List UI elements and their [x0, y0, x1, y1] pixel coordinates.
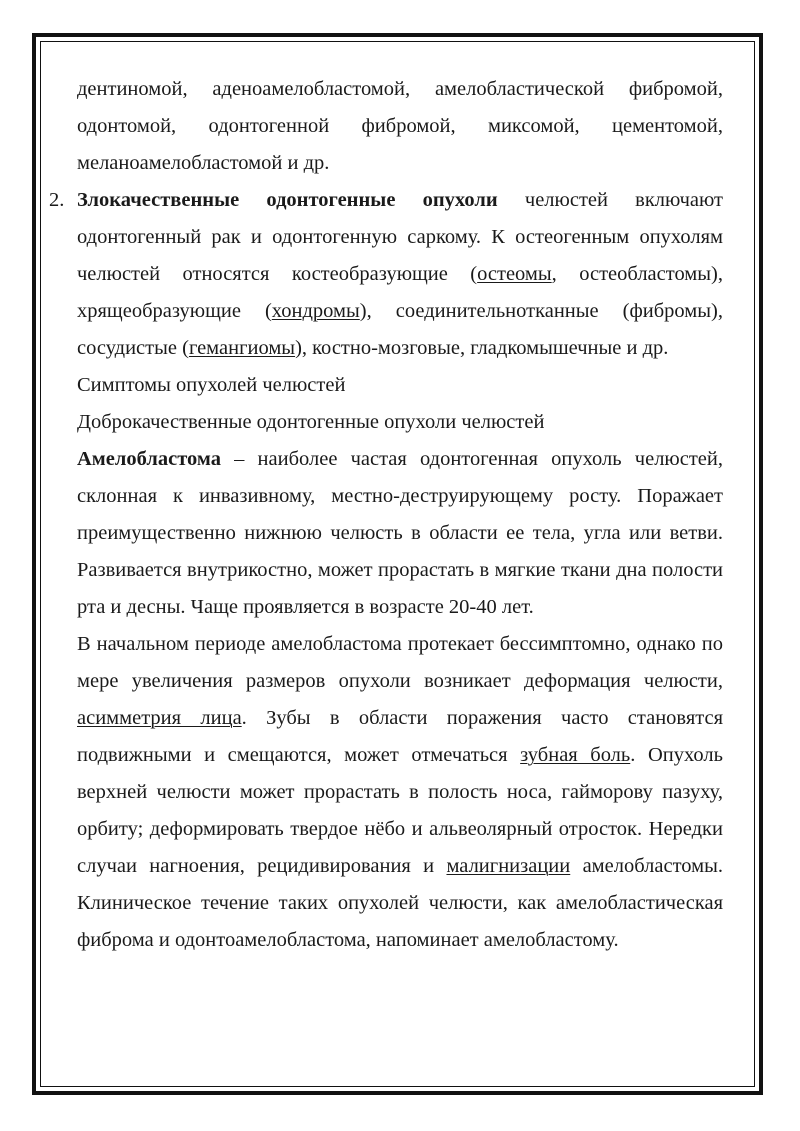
text-run: челюстей включают одонтогенный рак и одонтогенную саркому. К остеогенным опухолям челюстей относятся костеобразующие (	[77, 189, 723, 285]
text-line: меланоамелобластомой и др.	[77, 152, 330, 174]
link-chondroma[interactable]: хондромы	[271, 300, 360, 322]
paragraph-clinical-course	[77, 626, 723, 959]
document-body	[49, 71, 724, 959]
link-toothache[interactable]: зубная боль	[520, 744, 631, 766]
text-line: одонтомой, одонтогенной фибромой, миксомой, цементомой,	[77, 115, 723, 137]
text-run: , остеобластомы), хрящеобразующие (	[77, 263, 724, 322]
list-item-malignant	[49, 182, 724, 367]
text-run: ), костно-мозговые, гладкомышечные и др.	[295, 337, 669, 359]
paragraph-ameloblastoma	[77, 441, 723, 626]
text-run: . Опухоль верхней челюсти может прорастать в полость носа, гайморову пазуху, орбиту; деформировать твердое нёбо и альвеолярный отросток. Нередки случаи нагноения, рецидивирования и	[77, 744, 723, 877]
bold-term: Злокачественные одонтогенные опухоли	[77, 189, 498, 211]
link-osteoma[interactable]: остеомы	[477, 263, 552, 285]
list-number: 2.	[49, 189, 65, 211]
text-run: амелобластомы. Клиническое течение таких опухолей челюсти, как амелобластическая фиброма и одонтоамелобластома, напоминает амелобластому.	[77, 855, 723, 951]
text-line: дентиномой, аденоамелобластомой, амелобластической фибромой,	[77, 78, 723, 100]
link-malignization[interactable]: малигнизации	[446, 855, 571, 877]
bold-term: Амелобластома	[77, 448, 221, 470]
text-run: . Зубы в области поражения часто становятся подвижными и смещаются, может отмечаться	[77, 707, 723, 766]
subsection-heading-benign: Доброкачественные одонтогенные опухоли челюстей	[77, 411, 545, 433]
paragraph-benign-list	[77, 71, 723, 182]
text-run: ), соединительнотканные (фибромы), сосудистые (	[77, 300, 723, 359]
link-hemangioma[interactable]: гемангиомы	[188, 337, 296, 359]
section-heading-symptoms: Симптомы опухолей челюстей	[77, 374, 346, 396]
text-run: – наиболее частая одонтогенная опухоль челюстей, склонная к инвазивному, местно-деструирующему росту. Поражает преимущественно нижнюю челюсть в области ее тела, угла или ветви. Развивается внутрикостно, может прорастать в мягкие ткани дна полости рта и десны. Чаще проявляется в возрасте 20-40 лет.	[77, 448, 723, 618]
link-face-asymmetry[interactable]: асимметрия лица	[77, 707, 242, 729]
text-run: В начальном периоде амелобластома протекает бессимптомно, однако по мере увеличения размеров опухоли возникает деформация челюсти,	[77, 633, 723, 692]
